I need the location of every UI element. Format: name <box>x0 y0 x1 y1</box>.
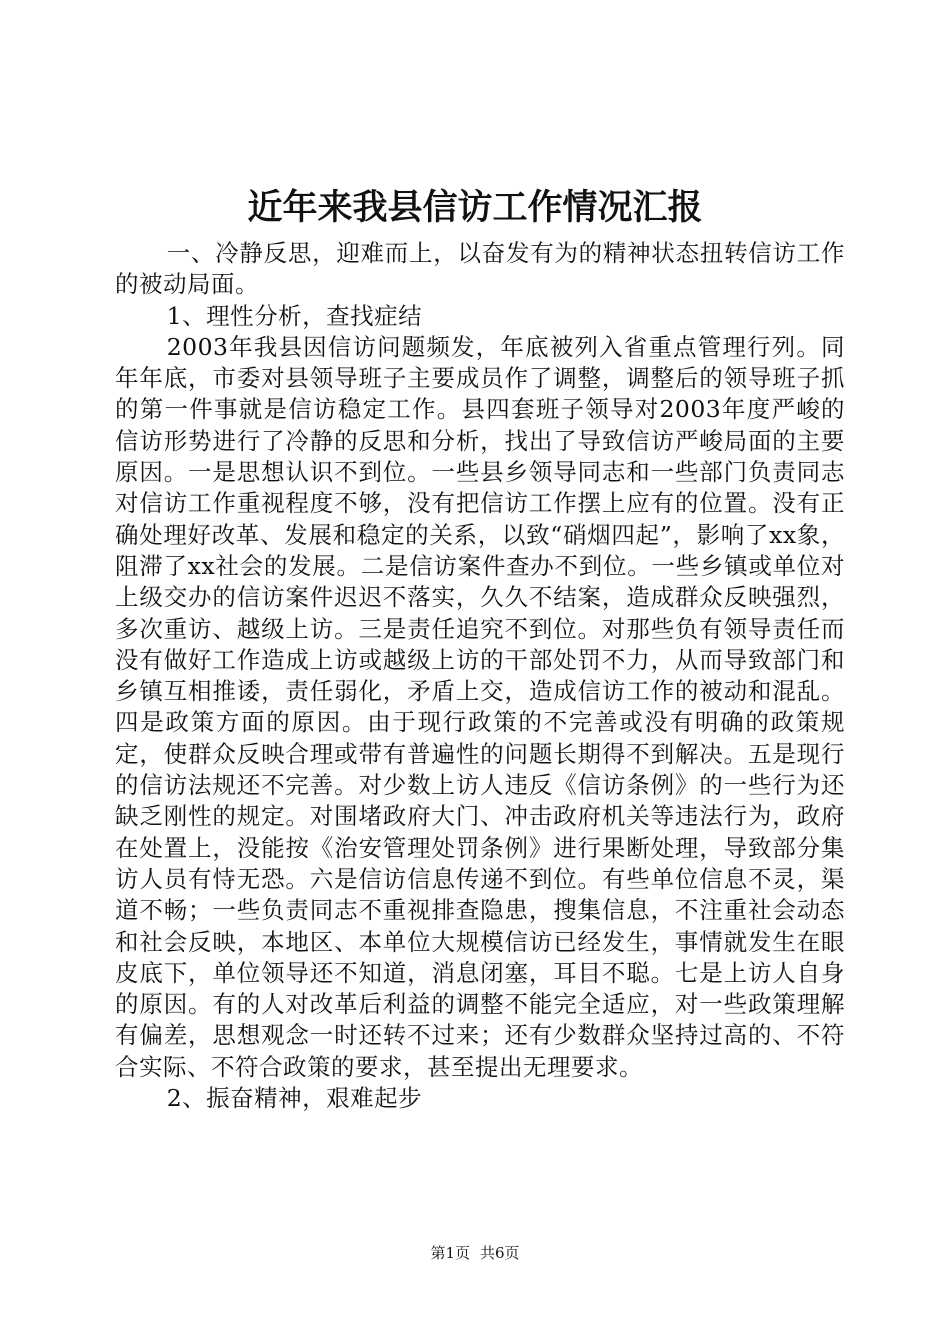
section-heading: 一、冷静反思，迎难而上，以奋发有为的精神状态扭转信访工作的被动局面。 <box>115 239 845 299</box>
subsection-heading: 1、理性分析，查找症结 <box>166 301 423 330</box>
body-paragraph: 2003年我县因信访问题频发，年底被列入省重点管理行列。同年年底，市委对县领导班子主要成员作了调整，调整后的领导班子抓的第一件事就是信访稳定工作。县四套班子领导对2003年度严峻的信访形势进行了冷静的反思和分析，找出了导致信访严峻局面的主要原因。一是思想认识不到位。一些县乡领导同志和一些部门负责同志对信访工作重视程度不够，没有把信访工作摆上应有的位置。没有正确处理好改革、发展和稳定的关系，以致“硝烟四起”，影响了xx象，阻滞了xx社会的发展。二是信访案件查办不到位。一些乡镇或单位对上级交办的信访案件迟迟不落实，久久不结案，造成群众反映强烈，多次重访、越级上访。三是责任追究不到位。对那些负有领导责任而没有做好工作造成上访或越级上访的干部处罚不力，从而导致部门和乡镇互相推诿，责任弱化，矛盾上交，造成信访工作的被动和混乱。四是政策方面的原因。由于现行政策的不完善或没有明确的政策规定，使群众反映合理或带有普遍性的问题长期得不到解决。五是现行的信访法规还不完善。对少数上访人违反《信访条例》的一些行为还缺乏刚性的规定。对围堵政府大门、冲击政府机关等违法行为，政府在处置上，没能按《治安管理处罚条例》进行果断处理，导致部分集访人员有恃无恐。六是信访信息传递不到位。有些单位信息不灵，渠道不畅；一些负责同志不重视排查隐患，搜集信息，不注重社会动态和社会反映，本地区、本单位大规模信访已经发生，事情就发生在眼皮底下，单位领导还不知道，消息闭塞，耳目不聪。七是上访人自身的原因。有的人对改革后利益的调整不能完全适应，对一些政策理解有偏差，思想观念一时还转不过来；还有少数群众坚持过高的、不符合实际、不符合政策的要求，甚至提出无理要求。 <box>115 332 845 1081</box>
page-total: 共6页 <box>480 1244 520 1262</box>
page-number: 第1页 <box>430 1244 470 1262</box>
page-footer <box>0 1243 950 1263</box>
document-title: 近年来我县信访工作情况汇报 <box>247 187 703 228</box>
document-body <box>115 238 845 1114</box>
subsection-heading: 2、振奋精神，艰难起步 <box>166 1084 423 1113</box>
